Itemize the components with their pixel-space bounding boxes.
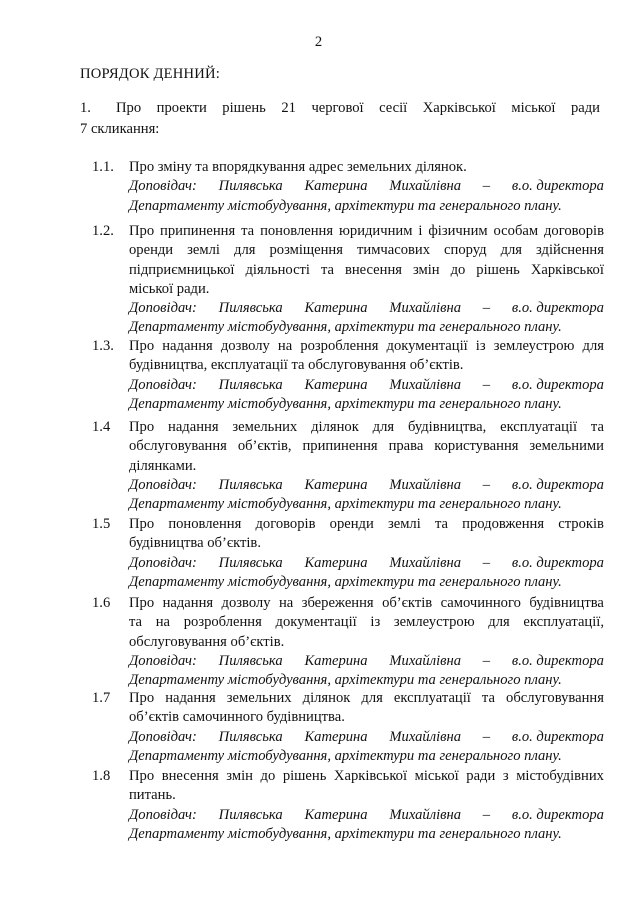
speaker-line: Доповідач: Пилявська Катерина Михайлівна – в.о. директора: [129, 652, 604, 669]
agenda-subitem: [92, 222, 604, 338]
subitem-title-line: Про зміну та впорядкування адрес земельних ділянок.: [129, 159, 467, 175]
subitem-number: 1.6: [92, 595, 111, 611]
speaker-department: Департаменту містобудування, архітектури та генерального плану.: [129, 197, 562, 214]
subitem-title-line: будівництва об’єктів.: [129, 535, 261, 552]
subitem-title-line: Про внесення змін до рішень Харківської міської ради з містобудівних: [129, 768, 604, 784]
subitem-title-line: Про припинення та поновлення юридичним і фізичним особам договорів: [129, 223, 604, 239]
subitem-title-line: обслуговування об’єктів, припинення права користування земельними: [129, 438, 604, 455]
subitem-title-line: Про надання дозволу на розроблення документації із землеустрою для: [129, 338, 604, 354]
subitem-title-line: ділянками.: [129, 457, 197, 474]
subitem-number: 1.8: [92, 768, 111, 784]
agenda-subitem: [92, 418, 604, 514]
speaker-department: Департаменту містобудування, архітектури та генерального плану.: [129, 825, 562, 842]
speaker-department: Департаменту містобудування, архітектури та генерального плану.: [129, 395, 562, 412]
title-word: міської: [511, 100, 556, 116]
speaker-department: Департаменту містобудування, архітектури та генерального плану.: [129, 747, 562, 764]
title-word: сесії: [379, 100, 408, 116]
speaker-line: Доповідач: Пилявська Катерина Михайлівна – в.о. директора: [129, 476, 604, 493]
title-word: проекти: [156, 100, 207, 116]
subitem-title-line: питань.: [129, 787, 176, 804]
item-title-line: [116, 98, 600, 119]
title-word: Про: [116, 100, 142, 116]
speaker-line: Доповідач: Пилявська Катерина Михайлівна – в.о. директора: [129, 376, 604, 393]
speaker-line: Доповідач: Пилявська Катерина Михайлівна – в.о. директора: [129, 806, 604, 823]
subitem-title-line: міської ради.: [129, 280, 210, 297]
subitem-title-line: обслуговування об’єктів.: [129, 633, 285, 650]
subitem-title-line: будівництва, експлуатації та обслуговування об’єктів.: [129, 357, 464, 374]
title-word: ради: [570, 100, 600, 116]
agenda-subitem: [92, 767, 604, 844]
agenda-subitem: [92, 158, 604, 216]
subitem-title-line: Про надання земельних ділянок для експлуатації та обслуговування: [129, 690, 604, 706]
agenda-heading: ПОРЯДОК ДЕННИЙ:: [80, 66, 220, 82]
subitem-title-line: Про поновлення договорів оренди землі та продовження строків: [129, 516, 604, 532]
subitem-number: 1.7: [92, 690, 111, 706]
title-word: рішень: [222, 100, 266, 116]
item-number: 1.: [80, 100, 91, 116]
speaker-line: Доповідач: Пилявська Катерина Михайлівна – в.о. директора: [129, 554, 604, 571]
title-word: Харківської: [422, 100, 496, 116]
agenda-subitem: [92, 594, 604, 690]
title-word: 21: [281, 100, 296, 116]
speaker-department: Департаменту містобудування, архітектури та генерального плану.: [129, 672, 562, 689]
subitem-title-line: підприємницької діяльності та внесення змін до рішень Харківської: [129, 261, 604, 278]
speaker-department: Департаменту містобудування, архітектури та генерального плану.: [129, 496, 562, 513]
subitem-number: 1.5: [92, 516, 111, 532]
agenda-item-1: [80, 98, 600, 140]
subitem-number: 1.2.: [92, 223, 114, 239]
agenda-subitem: [92, 337, 604, 414]
speaker-line: Доповідач: Пилявська Катерина Михайлівна – в.о. директора: [129, 728, 604, 745]
subitem-title-line: Про надання земельних ділянок для будівництва, експлуатації та: [129, 419, 604, 435]
agenda-subitem: [92, 515, 604, 592]
subitem-number: 1.1.: [92, 159, 114, 175]
subitem-title-line: оренди землі для розміщення тимчасових споруд для здійснення: [129, 242, 604, 259]
speaker-department: Департаменту містобудування, архітектури та генерального плану.: [129, 573, 562, 590]
subitem-number: 1.4: [92, 419, 111, 435]
item-title-line: 7 скликання:: [80, 121, 160, 137]
agenda-subitem: [92, 689, 604, 766]
subitem-title-line: об’єктів самочинного будівництва.: [129, 709, 345, 726]
speaker-line: Доповідач: Пилявська Катерина Михайлівна – в.о. директора: [129, 300, 604, 317]
speaker-department: Департаменту містобудування, архітектури та генерального плану.: [129, 319, 562, 336]
subitem-title-line: та на розроблення документації із землеустрою для експлуатації,: [129, 614, 604, 631]
title-word: чергової: [311, 100, 364, 116]
page-number: 2: [314, 34, 323, 50]
subitem-number: 1.3.: [92, 338, 114, 354]
subitem-title-line: Про надання дозволу на збереження об’єктів самочинного будівництва: [129, 595, 604, 611]
speaker-line: Доповідач: Пилявська Катерина Михайлівна – в.о. директора: [129, 178, 604, 195]
